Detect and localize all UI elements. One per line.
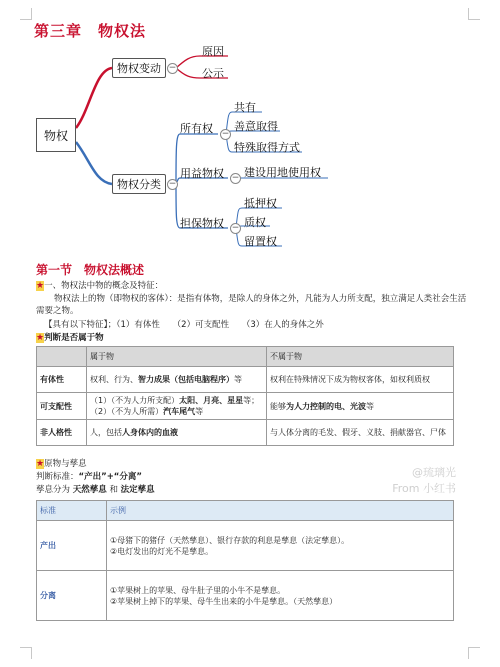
mindmap-branch-transfer: 物权变动 [112,58,166,78]
table-row [37,571,454,621]
section2-title: ★原物与孳息 [36,459,87,469]
table-cell: ①母猪下的猪仔（天然孳息）、银行存款的利息是孳息（法定孳息）。 ②电灯发出的灯光不是孳息。 [107,521,454,571]
chapter-title: 第三章 物权法 [34,22,147,40]
collapse-icon[interactable]: − [221,129,230,139]
table-cell: 人，包括人身体内的血液 [87,420,267,446]
section2-criteria: 判断标准：“产出”+“分离” [36,472,142,482]
mindmap-leaf-good-faith: 善意取得 [234,120,278,133]
crop-mark-bottom-right [468,647,480,659]
row-label: 可支配性 [37,393,87,420]
intro-definition: 物权法上的物（即物权的客体）：是指有体物，是除人的身体之外，凡能为人力所支配，独立满足人类社会生活需要之物。 [36,294,467,316]
table-header-cell: 示例 [107,501,454,521]
table-header-cell: 标准 [37,501,107,521]
table-cell: 能够为人力控制的电、光波等 [266,393,453,420]
mindmap-group-usufruct: 用益物权 [180,167,224,180]
table-header-cell: 不属于物 [266,347,453,367]
table-cell: ①苹果树上的苹果、母牛肚子里的小牛不是孳息。 ②苹果树上掉下的苹果、母牛生出来的小牛是孳息。（天然孳息） [107,571,454,621]
row-label: 产出 [37,521,107,571]
star-icon: ★ [36,333,45,343]
table-header-row [37,501,454,521]
mindmap-leaf-co-ownership: 共有 [234,101,256,114]
row-label: 有体性 [37,367,87,393]
table-row [37,367,454,393]
judge-title-line: ★判断是否属于物 [36,333,104,343]
row-label: 分离 [37,571,107,621]
section-title: 第一节 物权法概述 [36,263,145,277]
mindmap-leaf-special-acquisition: 特殊取得方式 [234,141,300,154]
mindmap-leaf-publicity: 公示 [202,67,224,80]
table-row [37,393,454,420]
section2-types: 孳息分为 天然孳息 和 法定孳息 [36,485,155,495]
table-row [37,521,454,571]
crop-mark-bottom-left [20,647,32,659]
mindmap-leaf-pledge: 质权 [244,216,266,229]
watermark: @琉璃光 From 小红书 [392,466,456,495]
mindmap-leaf-lien: 留置权 [244,235,277,248]
mind-map [0,0,500,260]
collapse-icon[interactable]: − [231,173,240,183]
table-header-cell [37,347,87,367]
table-header-row [37,347,454,367]
mindmap-branch-classification: 物权分类 [112,174,166,194]
table-header-cell: 属于物 [87,347,267,367]
mindmap-leaf-cause: 原因 [202,45,224,58]
collapse-icon[interactable]: − [231,223,240,233]
mindmap-leaf-land-use: 建设用地使用权 [244,166,321,179]
collapse-icon[interactable]: − [168,179,177,189]
intro-features: 【具有以下特征】；（1）有体性 （2）可支配性 （3）在人的身体之外 [44,320,324,330]
table-cell: 权利、行为、智力成果（包括电脑程序）等 [87,367,267,393]
intro-line1: ★一、物权法中物的概念及特征： [36,281,164,291]
row-label: 非人格性 [37,420,87,446]
table-cell: （1）（不为人力所支配）太阳、月亮、星星等； （2）（不为人所需）汽车尾气等 [87,393,267,420]
mindmap-group-security: 担保物权 [180,217,224,230]
collapse-icon[interactable]: − [168,63,177,73]
fruit-criteria-table [36,500,454,621]
star-icon: ★ [36,459,45,469]
star-icon: ★ [36,281,45,291]
mindmap-root: 物权 [36,118,76,152]
table-row [37,420,454,446]
mindmap-leaf-mortgage: 抵押权 [244,197,277,210]
thing-judgement-table [36,346,454,446]
table-cell: 与人体分离的毛发、假牙、义肢、捐献器官、尸体 [266,420,453,446]
mindmap-group-ownership: 所有权 [180,122,213,135]
table-cell: 权利在特殊情况下成为物权客体，如权利质权 [266,367,453,393]
